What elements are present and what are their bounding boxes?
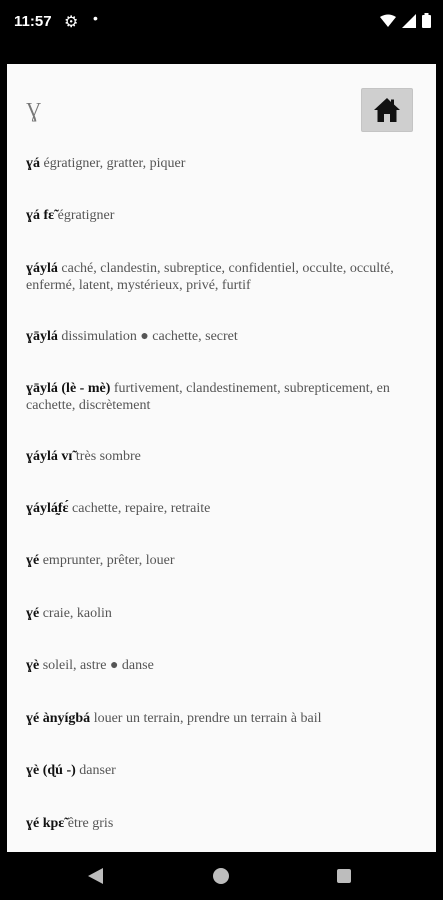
dictionary-entry[interactable] [26, 762, 421, 779]
status-bar [0, 0, 443, 44]
entry-definition: caché, clandestin, subreptice, confidentiel, occulte, occulté, enfermé, latent, mystérieux, privé, furtif [26, 261, 394, 293]
system-navigation-bar [0, 852, 443, 900]
home-icon [372, 96, 402, 124]
wifi-icon [380, 14, 396, 28]
entry-headword: ɣāylá [26, 329, 58, 344]
entry-headword: ɣá [26, 156, 40, 171]
settings-gear-icon: ⚙ [64, 14, 79, 31]
entry-headword: ɣá fɛ̃ [26, 208, 55, 223]
entry-definition: très sombre [75, 449, 141, 464]
entry-definition: craie, kaolin [42, 606, 112, 621]
dictionary-entry[interactable] [26, 500, 421, 517]
status-time: 11:57 [14, 13, 52, 30]
entry-headword: ɣáylá vɪ̃ [26, 449, 73, 464]
dictionary-entry[interactable] [26, 260, 421, 294]
entry-definition: être gris [67, 816, 114, 831]
dictionary-entry[interactable] [26, 380, 421, 414]
dictionary-entry[interactable] [26, 207, 421, 224]
dictionary-content[interactable] [7, 64, 436, 852]
entry-definition: furtivement, clandestinement, subrepticement, en cachette, discrètement [26, 381, 390, 413]
entry-headword: ɣé [26, 606, 40, 621]
entry-definition: soleil, astre ● danse [42, 658, 154, 673]
entry-headword: ɣè [26, 658, 40, 673]
battery-icon [422, 13, 431, 28]
entry-headword: ɣé kpɛ̃ [26, 816, 65, 831]
entry-definition: danser [79, 763, 116, 778]
dictionary-entry[interactable] [26, 155, 421, 172]
dictionary-entry[interactable] [26, 815, 421, 832]
nav-home-icon[interactable] [213, 868, 229, 884]
entry-definition: égratigner [57, 208, 115, 223]
status-indicators [380, 13, 431, 28]
dictionary-entry[interactable] [26, 710, 421, 727]
letter-heading: Ɣ [26, 98, 42, 122]
entry-headword: ɣè (ɖú -) [26, 763, 76, 778]
entry-definition: emprunter, prêter, louer [42, 553, 175, 568]
back-icon[interactable] [88, 868, 103, 884]
dictionary-entry[interactable] [26, 657, 421, 674]
entry-definition: égratigner, gratter, piquer [43, 156, 186, 171]
dictionary-entry[interactable] [26, 552, 421, 569]
entry-definition: cachette, repaire, retraite [72, 501, 211, 516]
entry-headword: ɣáylá̰fɛ́ [26, 501, 69, 516]
entry-definition: dissimulation ● cachette, secret [61, 329, 238, 344]
home-button[interactable] [361, 88, 413, 132]
entry-definition: louer un terrain, prendre un terrain à bail [93, 711, 322, 726]
recent-apps-icon[interactable] [337, 869, 351, 883]
notification-dot-icon: • [93, 10, 98, 26]
dictionary-entry[interactable] [26, 605, 421, 622]
cellular-signal-icon [402, 14, 416, 28]
dictionary-entry[interactable] [26, 448, 421, 465]
entry-headword: ɣé [26, 553, 40, 568]
entry-headword: ɣáylá [26, 261, 58, 276]
dictionary-entry[interactable] [26, 328, 421, 345]
entry-headword: ɣāylá (lè - mè) [26, 381, 111, 396]
app-top-bar [0, 44, 443, 64]
entry-headword: ɣé ànyígbá [26, 711, 91, 726]
